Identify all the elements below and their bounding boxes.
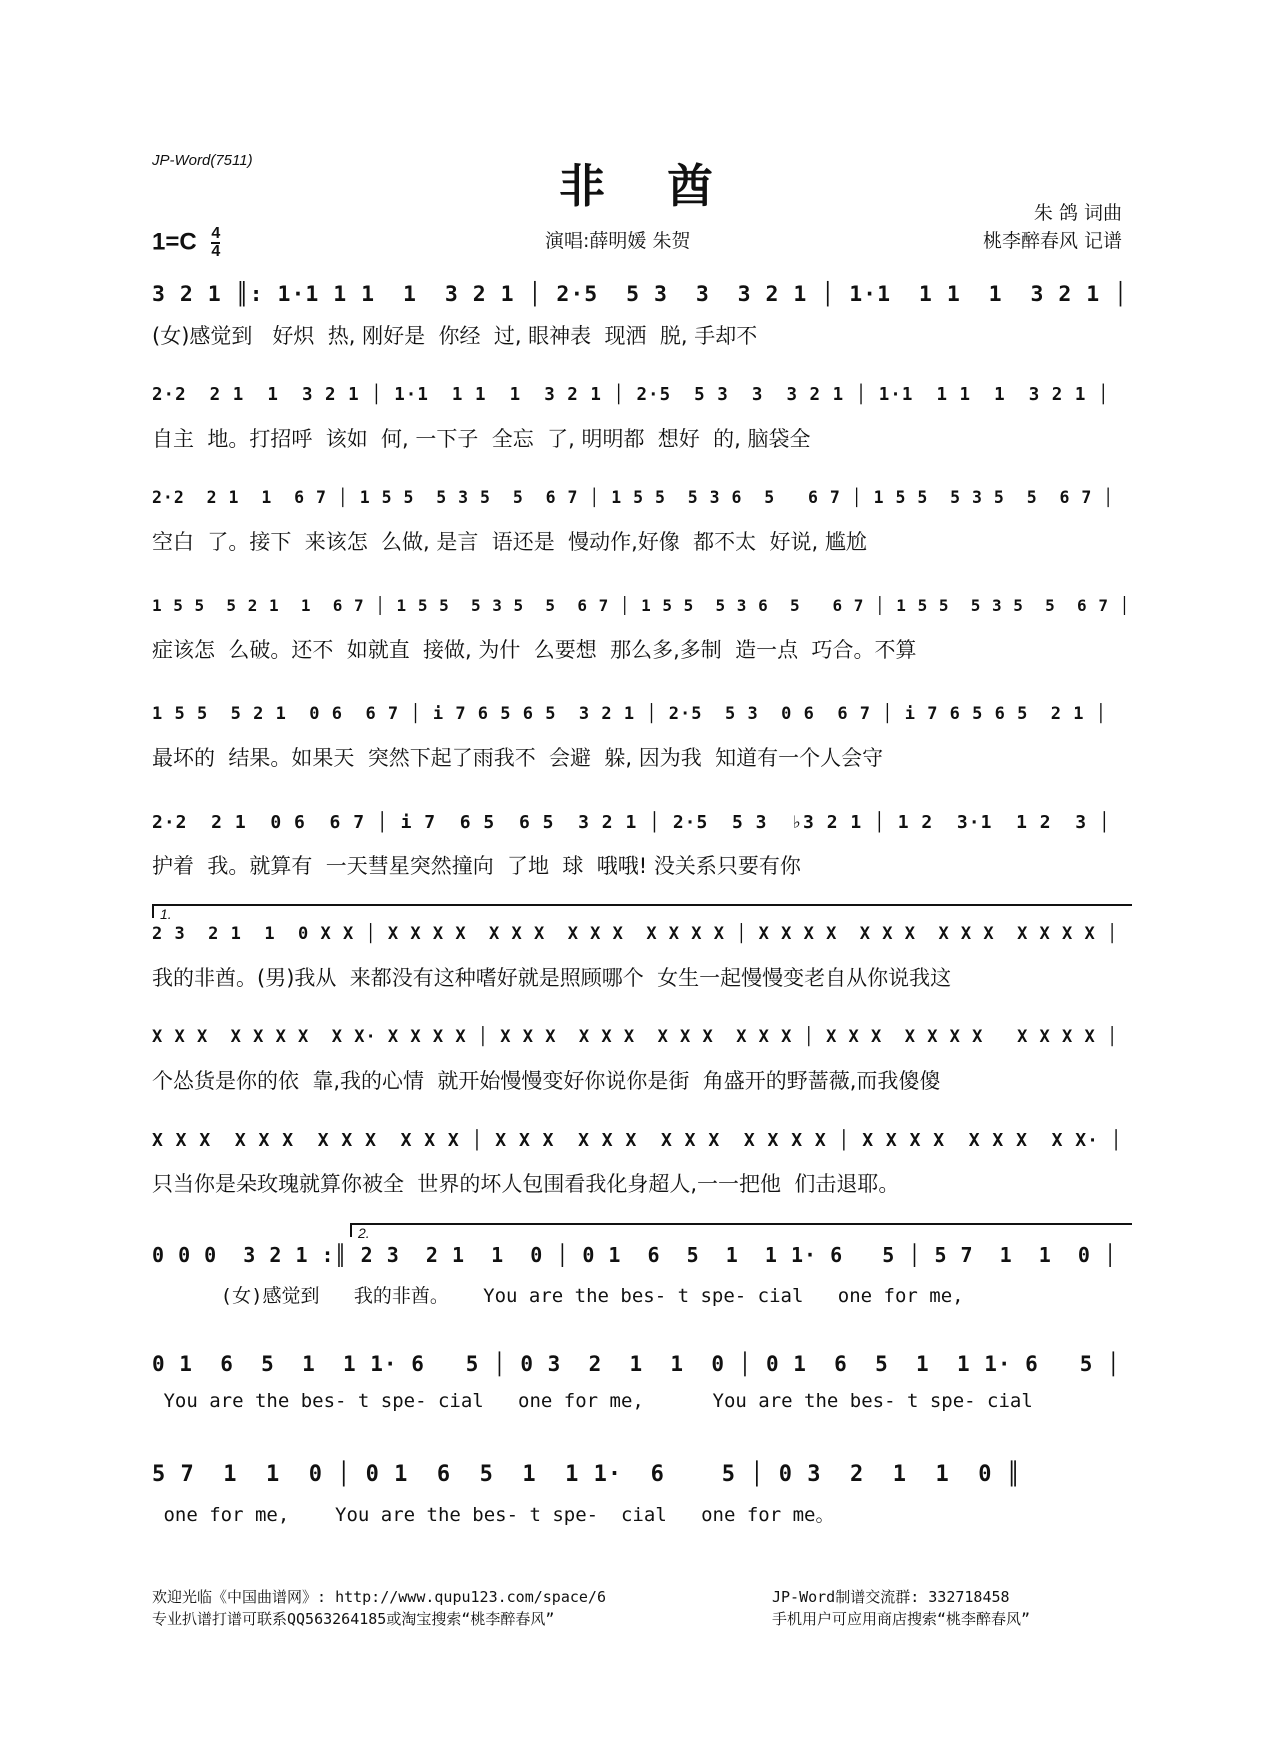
score-system <box>152 488 1130 558</box>
lyrics-line: 空白 了。接下 来该怎 么做, 是言 语还是 慢动作,好像 都不太 好说, 尴尬 <box>152 530 867 554</box>
lyrics-line: 我的非酋。(男)我从 来都没有这种嗜好就是照顾哪个 女生一起慢慢变老自从你说我这 <box>152 966 952 990</box>
notes-line: 3 2 1 ║: 1·1 1 1 1 3 2 1 │ 2·5 5 3 3 3 2 1 │ 1·1 1 1 1 3 2 1 │ <box>152 282 1129 307</box>
software-label: JP-Word(7511) <box>152 152 253 169</box>
notes-line: X X X X X X X X X· X X X X │ X X X X X X X X X X X X │ X X X X X X X X X X X │ <box>152 1027 1119 1047</box>
score-system <box>152 1130 1130 1200</box>
lyrics-line: 个怂货是你的依 靠,我的心情 就开始慢慢变好你说你是街 角盛开的野蔷薇,而我傻傻 <box>152 1069 941 1093</box>
score-system <box>152 1462 1130 1532</box>
notes-line: 2·2 2 1 1 3 2 1 │ 1·1 1 1 1 3 2 1 │ 2·5 5 3 3 3 2 1 │ 1·1 1 1 1 3 2 1 │ <box>152 385 1110 405</box>
lyrics-line: (女)感觉到 我的非酋。 You are the bes- t spe- cial one for me, <box>152 1285 964 1307</box>
lyrics-line: (女)感觉到 好炽 热, 刚好是 你经 过, 眼神表 现洒 脱, 手却不 <box>152 324 758 348</box>
footer-group: JP-Word制谱交流群: 332718458 <box>772 1588 1010 1606</box>
time-top: 4 <box>211 225 221 242</box>
volta-bracket <box>350 1223 1132 1237</box>
time-signature <box>211 226 220 260</box>
lyrics-line: 症该怎 么破。还不 如就直 接做, 为什 么要想 那么多,多制 造一点 巧合。不算 <box>152 638 917 662</box>
notes-line: 1 5 5 5 2 1 0 6 6 7 │ i 7 6 5 6 5 3 2 1 │ 2·5 5 3 0 6 6 7 │ i 7 6 5 6 5 2 1 │ <box>152 704 1107 724</box>
score-system <box>152 1225 1130 1313</box>
volta-number: 1. <box>160 906 172 922</box>
footer-contact: 专业扒谱打谱可联系QQ563264185或淘宝搜索“桃李醉春风” <box>152 1610 555 1628</box>
transcriber-credit: 桃李醉春风 记谱 <box>982 230 1122 252</box>
song-title: 非酋 <box>559 159 775 213</box>
score-system <box>152 704 1130 774</box>
notes-line: X X X X X X X X X X X X │ X X X X X X X X X X X X X │ X X X X X X X X X· │ <box>152 1130 1123 1151</box>
footer-right <box>772 1586 1030 1630</box>
notes-line: 2 3 2 1 1 0 X X │ X X X X X X X X X X X X X X │ X X X X X X X X X X X X X X │ <box>152 924 1119 944</box>
notes-line: 0 1 6 5 1 1 1· 6 5 │ 0 3 2 1 1 0 │ 0 1 6 5 1 1 1· 6 5 │ <box>152 1352 1121 1376</box>
score-system <box>152 282 1130 352</box>
key-label: 1=C <box>152 228 197 256</box>
score-system <box>152 1027 1130 1097</box>
notes-line: 2·2 2 1 0 6 6 7 │ i 7 6 5 6 5 3 2 1 │ 2·5 5 3 ♭3 2 1 │ 1 2 3·1 1 2 3 │ <box>152 812 1111 833</box>
score-system <box>152 812 1130 882</box>
notes-line: 1 5 5 5 2 1 1 6 7 │ 1 5 5 5 3 5 5 6 7 │ 1 5 5 5 3 6 5 6 7 │ 1 5 5 5 3 5 5 6 7 │ <box>152 596 1131 615</box>
lyrics-line: 最坏的 结果。如果天 突然下起了雨我不 会避 躲, 因为我 知道有一个人会守 <box>152 746 884 770</box>
score-system <box>152 385 1130 455</box>
lyricist-composer-credit: 朱 鸽 词曲 <box>1033 202 1122 224</box>
lyrics-line: 自主 地。打招呼 该如 何, 一下子 全忘 了, 明明都 想好 的, 脑袋全 <box>152 427 811 451</box>
volta-bracket <box>152 904 1132 918</box>
footer-app: 手机用户可应用商店搜索“桃李醉春风” <box>772 1610 1031 1628</box>
notes-line: 2·2 2 1 1 6 7 │ 1 5 5 5 3 5 5 6 7 │ 1 5 5 5 3 6 5 6 7 │ 1 5 5 5 3 5 5 6 7 │ <box>152 488 1115 507</box>
score-system <box>152 596 1130 666</box>
lyrics-line: 护着 我。就算有 一天彗星突然撞向 了地 球 哦哦! 没关系只要有你 <box>152 854 801 878</box>
score-system <box>152 906 1130 994</box>
lyrics-line: 只当你是朵玫瑰就算你被全 世界的坏人包围看我化身超人,一一把他 们击退耶。 <box>152 1172 900 1196</box>
lyrics-line: one for me, You are the bes- t spe- cial one for me。 <box>152 1504 835 1526</box>
lyrics-line: You are the bes- t spe- cial one for me, You are the bes- t spe- cial <box>152 1390 1033 1412</box>
notes-line: 0 0 0 3 2 1 :║ 2 3 2 1 1 0 │ 0 1 6 5 1 1 1· 6 5 │ 5 7 1 1 0 │ <box>152 1243 1118 1267</box>
singer-credit: 演唱:薛明媛 朱贺 <box>545 230 691 252</box>
score-system <box>152 1352 1130 1422</box>
time-bottom: 4 <box>211 243 221 260</box>
key-signature <box>152 226 220 260</box>
footer-left <box>152 1586 606 1630</box>
footer-site-link[interactable]: 欢迎光临《中国曲谱网》: http://www.qupu123.com/space/6 <box>152 1588 606 1606</box>
notes-line: 5 7 1 1 0 │ 0 1 6 5 1 1 1· 6 5 │ 0 3 2 1 1 0 ║ <box>152 1462 1021 1487</box>
volta-number: 2. <box>358 1225 370 1241</box>
